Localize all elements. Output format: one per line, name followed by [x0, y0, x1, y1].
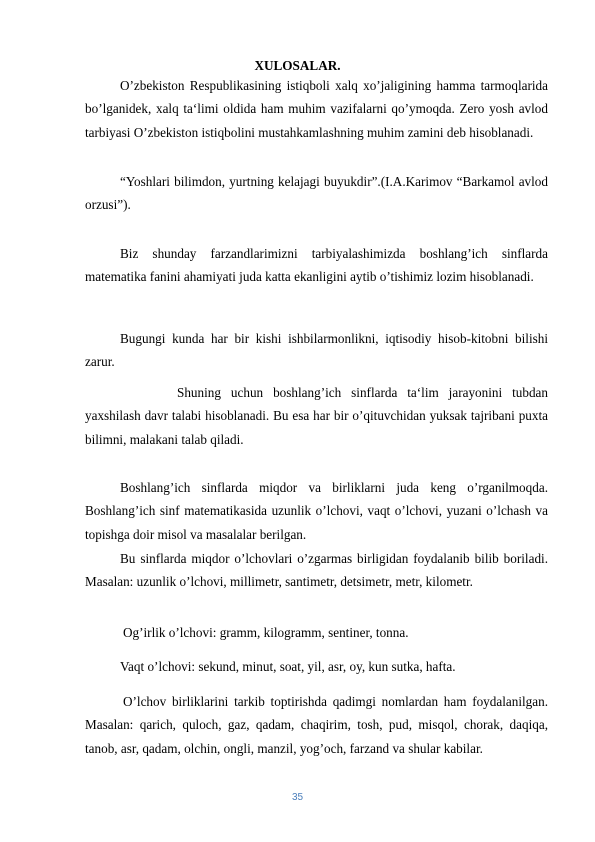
- paragraph-7: Bu sinflarda miqdor o’lchovlari o’zgarmas birligidan foydalanib bilib boriladi. Masalan: uzunlik o’lchovi, millimetr, santimetr, detsimetr, metr, kilometr.: [85, 551, 548, 590]
- paragraph-2-quote: “Yoshlari bilimdon, yurtning kelajagi buyukdir”.(I.A.Karimov “Barkamol avlod orzusi”).: [85, 174, 548, 213]
- paragraph-10: O’lchov birliklarini tarkib toptirishda qadimgi nomlardan ham foydalanilgan. Masalan: qarich, quloch, gaz, qadam, chaqirim, tosh, pud, misqol, chorak, daqiqa, tanob, asr, qadam, olchin, ongli, manzil, yog’och, farzand va shular kabilar.: [85, 694, 548, 756]
- paragraph-5: Shuning uchun boshlang’ich sinflarda ta‘lim jarayonini tubdan yaxshilash davr talabi hisoblanadi. Bu esa har bir o’qituvchidan yuksak tajribani puxta bilimni, malakani talab qiladi.: [85, 385, 548, 447]
- paragraph-4: Bugungi kunda har bir kishi ishbilarmonlikni, iqtisodiy hisob-kitobni bilishi zarur.: [85, 331, 548, 370]
- paragraph-1: O’zbekiston Respublikasining istiqboli xalq xo’jaligining hamma tarmoqlarida bo’lganidek, xalq ta‘limi oldida ham muhim vazifalarni qo’ymoqda. Zero yosh avlod tarbiyasi O’zbekiston istiqbolini mustahkamlashning muhim zamini deb hisoblanadi.: [85, 78, 548, 140]
- paragraph-3: Biz shunday farzandlarimizni tarbiyalashimizda boshlang’ich sinflarda matematika fanini ahamiyati juda katta ekanligini aytib o’tishimiz lozim hisoblanadi.: [85, 246, 548, 285]
- paragraph-9-time: Vaqt o’lchovi: sekund, minut, soat, yil, asr, oy, kun sutka, hafta.: [120, 659, 456, 674]
- paragraph-8-weight: Og’irlik o’lchovi: gramm, kilogramm, sentiner, tonna.: [123, 625, 409, 640]
- paragraph-6: Boshlang’ich sinflarda miqdor va birliklarni juda keng o’rganilmoqda. Boshlang’ich sinf matematikasida uzunlik o’lchovi, vaqt o’lchovi, yuzani o’lchash va topishga doir misol va masalalar berilgan.: [85, 480, 548, 542]
- page-title: XULOSALAR.: [254, 58, 341, 73]
- page-number: 35: [291, 792, 304, 803]
